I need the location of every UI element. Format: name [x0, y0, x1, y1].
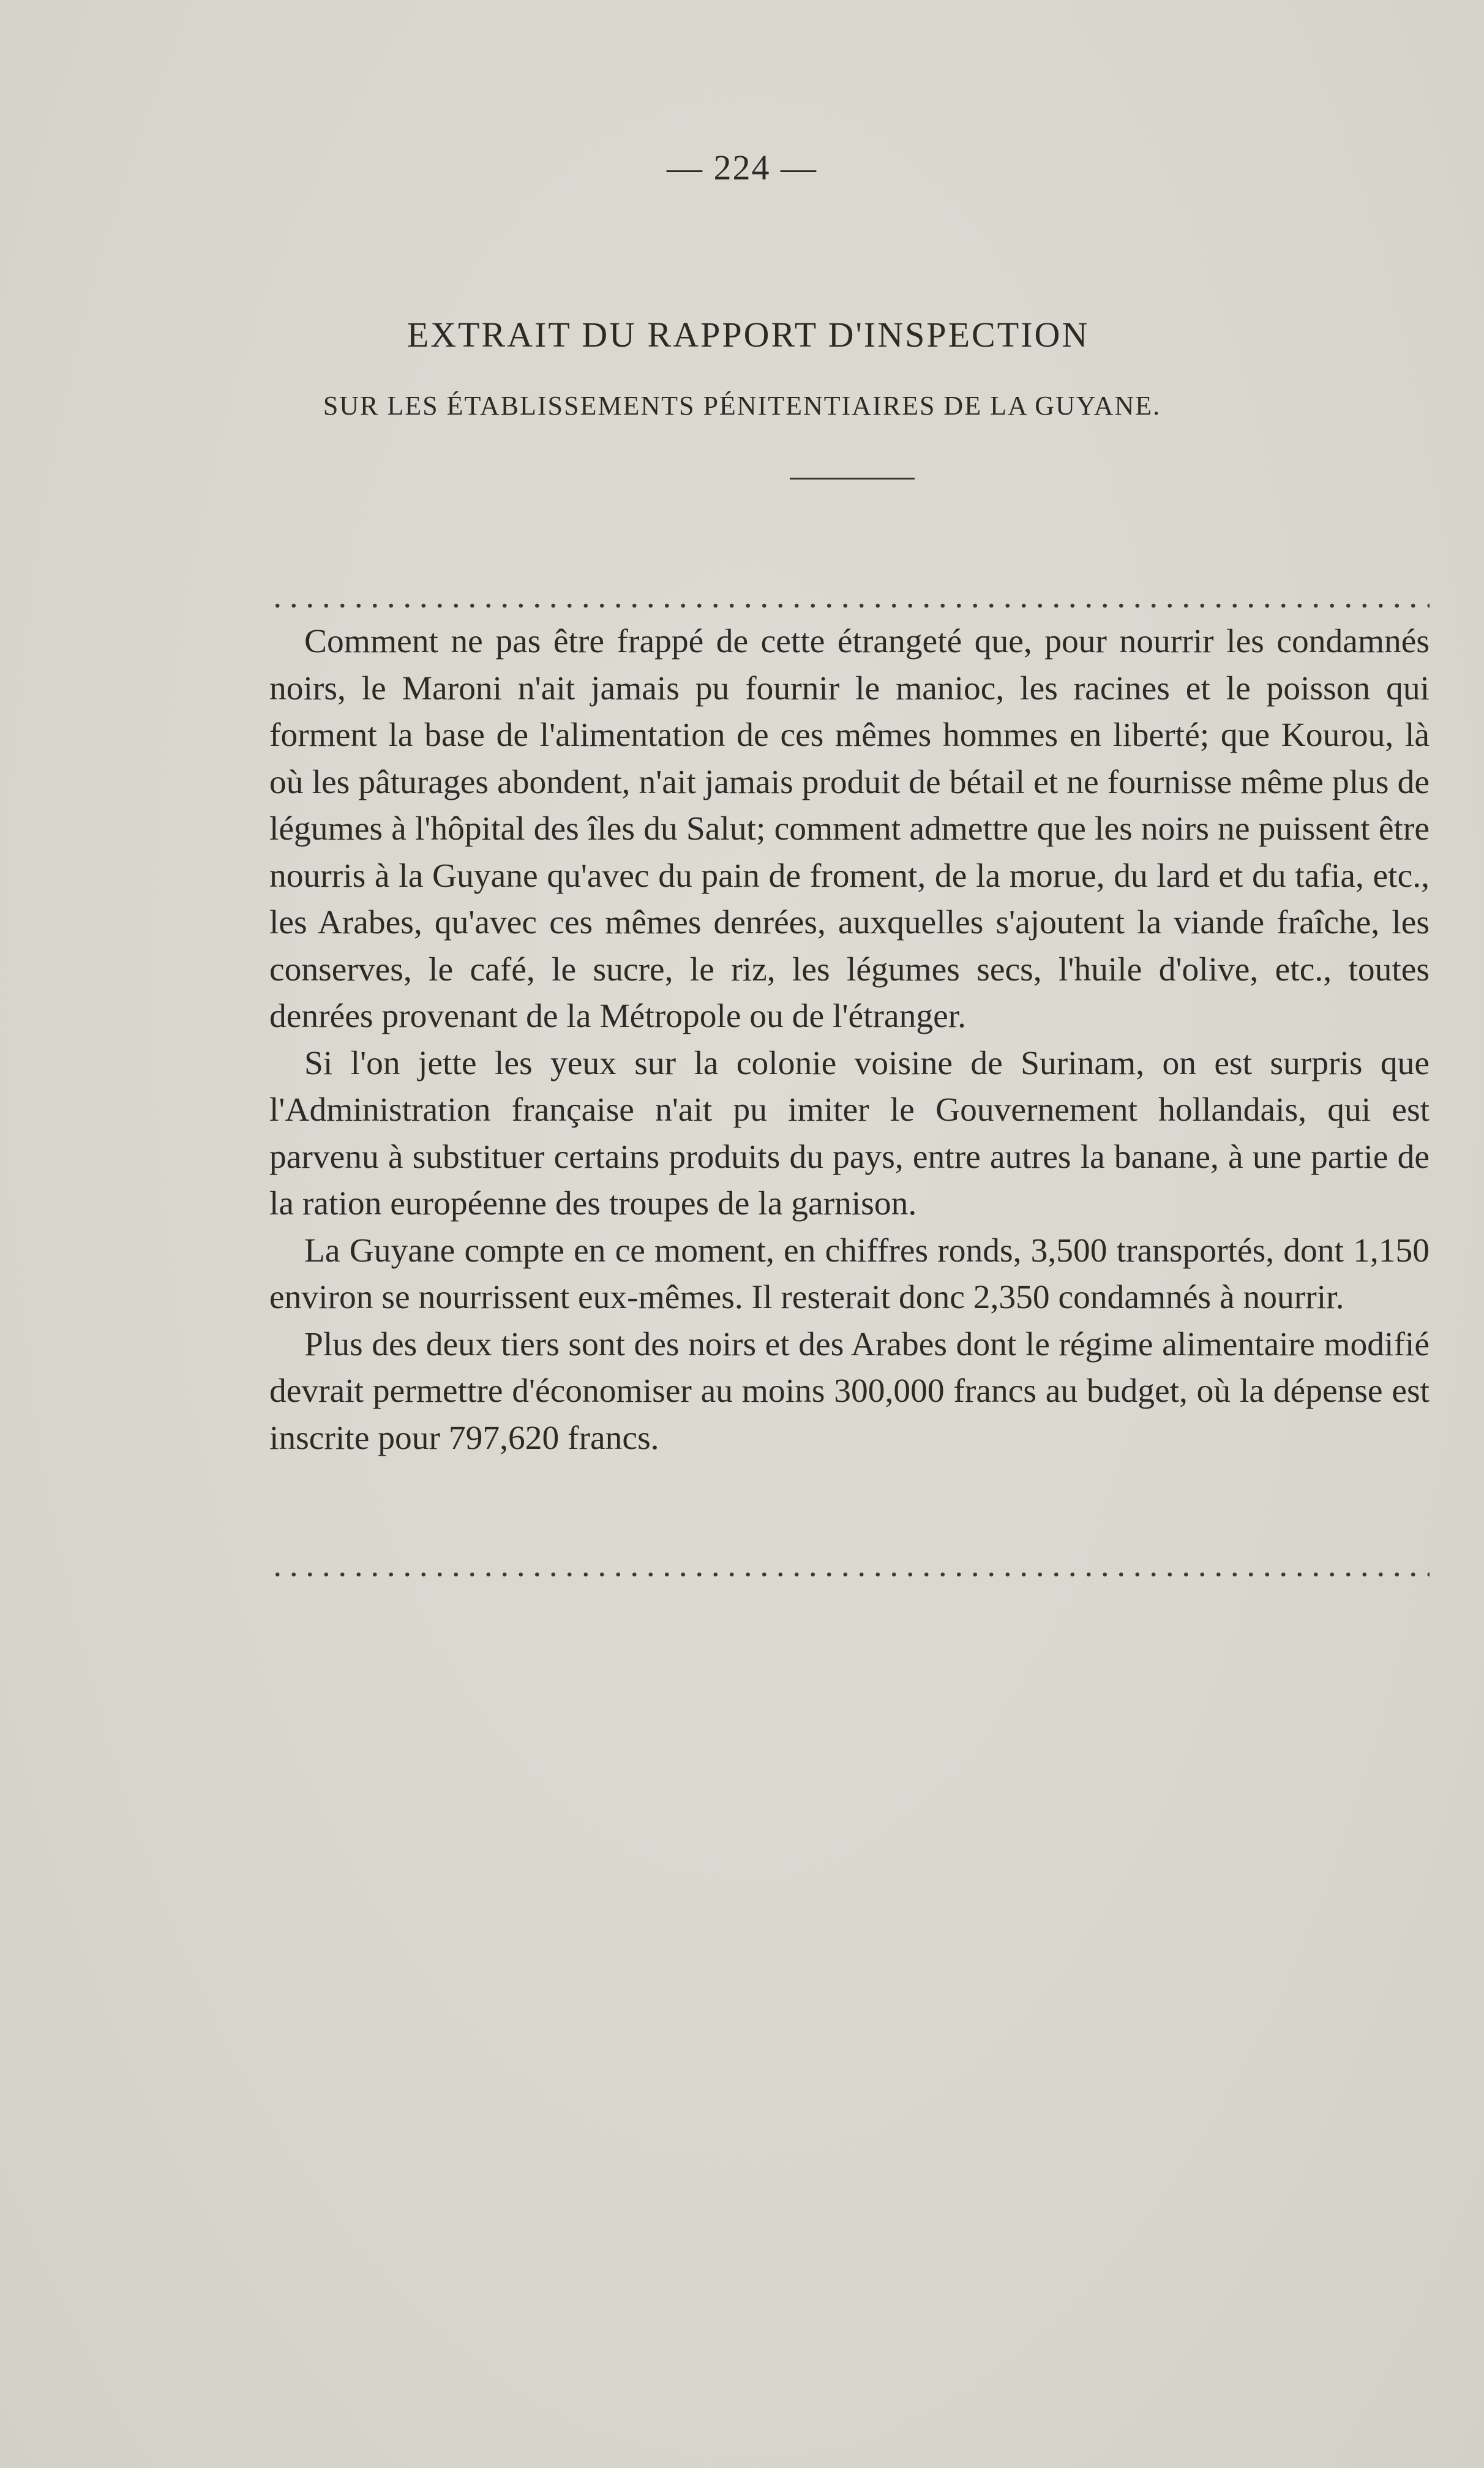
- body-text: [269, 619, 1430, 1462]
- paragraph-3: La Guyane compte en ce moment, en chiffres ronds, 3,500 transportés, dont 1,150 environ se nourrissent eux-mêmes. Il resterait donc 2,350 condamnés à nourrir.: [269, 1232, 1430, 1316]
- ellipsis-leader-top: [269, 603, 1430, 608]
- paragraph-2: Si l'on jette les yeux sur la colonie voisine de Surinam, on est surpris que l'Administration française n'ait pu imiter le Gouvernement hollandais, qui est parvenu à substituer certains produits du pays, entre autres la banane, à une partie de la ration européenne des troupes de la garnison.: [269, 1044, 1430, 1222]
- paragraph-4: Plus des deux tiers sont des noirs et des Arabes dont le régime alimentaire modifié devrait permettre d'économiser au moins 300,000 francs au budget, où la dépense est inscrite pour 797,620 francs.: [269, 1325, 1430, 1457]
- title-rule: [790, 478, 915, 480]
- paragraph-1: Comment ne pas être frappé de cette étrangeté que, pour nourrir les condamnés noirs, le Maroni n'ait jamais pu fournir le manioc, les racines et le poisson qui forment la base de l'alimentation de ces mêmes hommes en liberté; que Kourou, là où les pâturages abondent, n'ait jamais produit de bétail et ne fournisse même plus de légumes à l'hôpital des îles du Salut; comment admettre que les noirs ne puissent être nourris à la Guyane qu'avec du pain de froment, de la morue, du lard et du tafia, etc., les Arabes, qu'avec ces mêmes denrées, auxquelles s'ajoutent la viande fraîche, les conserves, le café, le sucre, le riz, les légumes secs, l'huile d'olive, etc., toutes denrées provenant de la Métropole ou de l'étranger.: [269, 623, 1430, 1035]
- document-title: EXTRAIT DU RAPPORT D'INSPECTION: [407, 315, 1090, 355]
- ellipsis-leader-bottom: [269, 1572, 1430, 1577]
- document-subtitle: SUR LES ÉTABLISSEMENTS PÉNITENTIAIRES DE LA GUYANE.: [323, 391, 1161, 421]
- page-number: — 224 —: [667, 148, 817, 187]
